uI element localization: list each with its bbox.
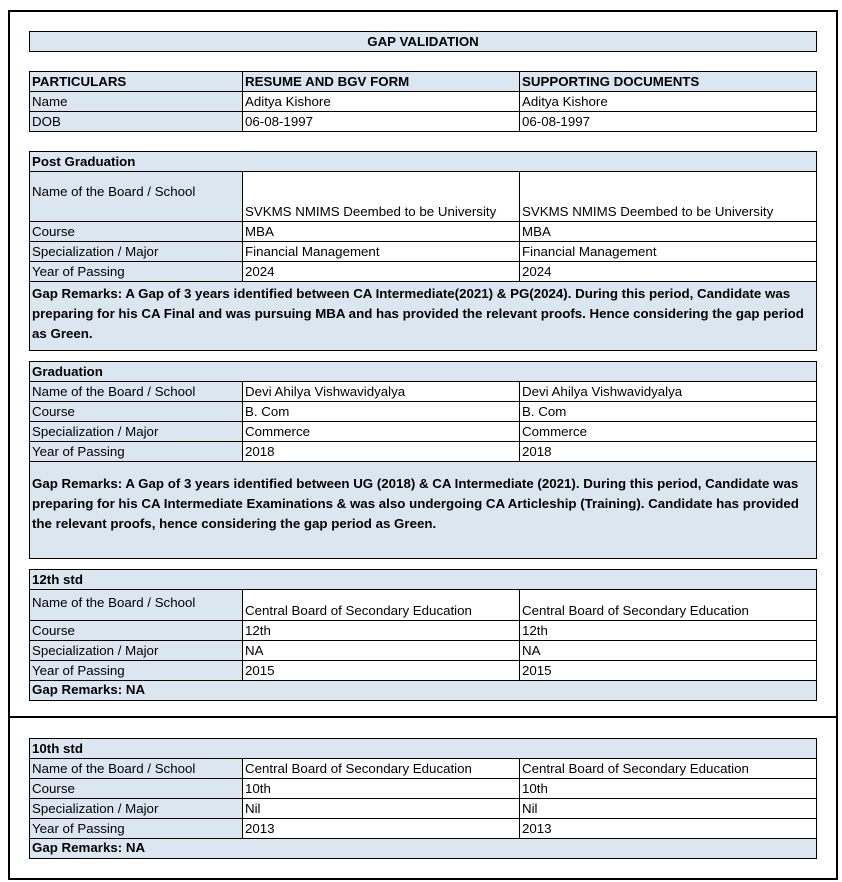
row-label-name: Name bbox=[30, 92, 243, 112]
docs-name-value: Aditya Kishore bbox=[520, 92, 817, 112]
row-label-year: Year of Passing bbox=[30, 819, 243, 839]
resume-value: 2013 bbox=[243, 819, 520, 839]
resume-dob-value: 06-08-1997 bbox=[243, 112, 520, 132]
gap-remarks: Gap Remarks: A Gap of 3 years identified between CA Intermediate(2021) & PG(2024). During this period, Candidate was preparing for his CA Final and was pursuing MBA and has provided the relevant proofs. Hence considering the gap period as Green. bbox=[30, 282, 817, 351]
row-label-year: Year of Passing bbox=[30, 661, 243, 681]
docs-value: 2013 bbox=[520, 819, 817, 839]
docs-value: 2015 bbox=[520, 661, 817, 681]
docs-value: Central Board of Secondary Education bbox=[520, 759, 817, 779]
resume-value: Financial Management bbox=[243, 242, 520, 262]
docs-value: 2024 bbox=[520, 262, 817, 282]
row-label-dob: DOB bbox=[30, 112, 243, 132]
resume-value: Devi Ahilya Vishwavidyalya bbox=[243, 382, 520, 402]
table-row bbox=[30, 262, 817, 282]
particulars-table bbox=[29, 71, 817, 132]
table-row bbox=[30, 92, 817, 112]
section-post-graduation bbox=[29, 151, 817, 351]
section-heading: 12th std bbox=[30, 570, 817, 590]
resume-value: Central Board of Secondary Education bbox=[243, 590, 520, 621]
resume-value: MBA bbox=[243, 222, 520, 242]
row-label-board: Name of the Board / School bbox=[30, 759, 243, 779]
row-label-board: Name of the Board / School bbox=[30, 590, 243, 621]
docs-value: Nil bbox=[520, 799, 817, 819]
docs-value: Devi Ahilya Vishwavidyalya bbox=[520, 382, 817, 402]
section-heading: Graduation bbox=[30, 362, 817, 382]
section-graduation bbox=[29, 361, 817, 559]
page-title: GAP VALIDATION bbox=[30, 32, 817, 52]
docs-value: 12th bbox=[520, 621, 817, 641]
docs-value: Commerce bbox=[520, 422, 817, 442]
table-row bbox=[30, 222, 817, 242]
table-row bbox=[30, 759, 817, 779]
resume-value: NA bbox=[243, 641, 520, 661]
table-row bbox=[30, 641, 817, 661]
docs-dob-value: 06-08-1997 bbox=[520, 112, 817, 132]
gap-remarks: Gap Remarks: A Gap of 3 years identified between UG (2018) & CA Intermediate (2021). During this period, Candidate was preparing for his CA Intermediate Examinations & was also undergoing CA Articleship (Training). Candidate has provided the relevant proofs, hence considering the gap period as Green. bbox=[30, 462, 817, 559]
row-label-course: Course bbox=[30, 621, 243, 641]
row-label-board: Name of the Board / School bbox=[30, 172, 243, 222]
resume-value: 10th bbox=[243, 779, 520, 799]
docs-value: Central Board of Secondary Education bbox=[520, 590, 817, 621]
table-row bbox=[30, 402, 817, 422]
row-label-specialization: Specialization / Major bbox=[30, 422, 243, 442]
resume-name-value: Aditya Kishore bbox=[243, 92, 520, 112]
row-label-year: Year of Passing bbox=[30, 442, 243, 462]
section-12th-std bbox=[29, 569, 817, 701]
table-row bbox=[30, 621, 817, 641]
column-header-resume: RESUME AND BGV FORM bbox=[243, 72, 520, 92]
docs-value: Financial Management bbox=[520, 242, 817, 262]
gap-remarks: Gap Remarks: NA bbox=[30, 839, 817, 859]
section-heading: 10th std bbox=[30, 739, 817, 759]
docs-value: MBA bbox=[520, 222, 817, 242]
resume-value: 2015 bbox=[243, 661, 520, 681]
docs-value: 10th bbox=[520, 779, 817, 799]
resume-value: 2024 bbox=[243, 262, 520, 282]
column-header-particulars: PARTICULARS bbox=[30, 72, 243, 92]
resume-value: SVKMS NMIMS Deembed to be University bbox=[243, 172, 520, 222]
docs-value: NA bbox=[520, 641, 817, 661]
table-row bbox=[30, 799, 817, 819]
table-row bbox=[30, 242, 817, 262]
table-row bbox=[30, 422, 817, 442]
title-table bbox=[29, 31, 817, 52]
table-row bbox=[30, 172, 817, 222]
table-row bbox=[30, 442, 817, 462]
row-label-specialization: Specialization / Major bbox=[30, 242, 243, 262]
row-label-course: Course bbox=[30, 402, 243, 422]
table-row bbox=[30, 661, 817, 681]
row-label-course: Course bbox=[30, 222, 243, 242]
header-row bbox=[30, 72, 817, 92]
table-row bbox=[30, 382, 817, 402]
table-row bbox=[30, 590, 817, 621]
row-label-course: Course bbox=[30, 779, 243, 799]
row-label-year: Year of Passing bbox=[30, 262, 243, 282]
resume-value: Central Board of Secondary Education bbox=[243, 759, 520, 779]
resume-value: B. Com bbox=[243, 402, 520, 422]
row-label-board: Name of the Board / School bbox=[30, 382, 243, 402]
docs-value: SVKMS NMIMS Deembed to be University bbox=[520, 172, 817, 222]
row-label-specialization: Specialization / Major bbox=[30, 799, 243, 819]
docs-value: 2018 bbox=[520, 442, 817, 462]
table-row bbox=[30, 779, 817, 799]
resume-value: 12th bbox=[243, 621, 520, 641]
row-label-specialization: Specialization / Major bbox=[30, 641, 243, 661]
resume-value: Nil bbox=[243, 799, 520, 819]
table-row bbox=[30, 819, 817, 839]
table-row bbox=[30, 112, 817, 132]
docs-value: B. Com bbox=[520, 402, 817, 422]
gap-remarks: Gap Remarks: NA bbox=[30, 681, 817, 701]
resume-value: Commerce bbox=[243, 422, 520, 442]
section-10th-std bbox=[29, 738, 817, 859]
section-heading: Post Graduation bbox=[30, 152, 817, 172]
column-header-documents: SUPPORTING DOCUMENTS bbox=[520, 72, 817, 92]
resume-value: 2018 bbox=[243, 442, 520, 462]
